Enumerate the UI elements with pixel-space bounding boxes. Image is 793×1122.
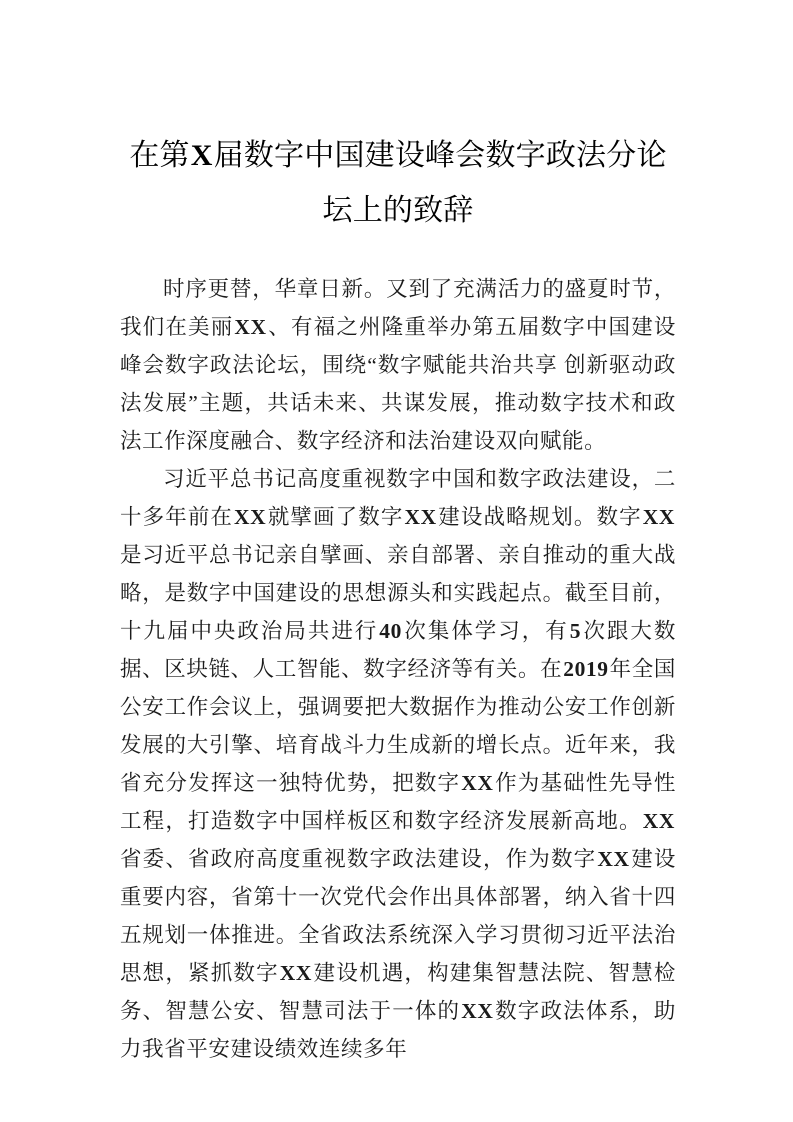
- latin-run: XX: [234, 315, 267, 339]
- latin-run: 2019: [563, 657, 609, 681]
- latin-run: XX: [642, 505, 675, 529]
- body-paragraph-2: 习近平总书记高度重视数字中国和数字政法建设，二十多年前在XX就擘画了数字XX建设战略规划。数字XX是习近平总书记亲自擘画、亲自部署、亲自推动的重大战略，是数字中国建设的思想源头和实践起点。截至目前，十九届中央政治局共进行40次集体学习，有5次跟大数据、区块链、人工智能、数字经济等有关。在2019年全国公安工作会议上，强调要把大数据作为推动公安工作创新发展的大引擎、培育战斗力生成新的增长点。近年来，我省充分发挥这一独特优势，把数字XX作为基础性先导性工程，打造数字中国样板区和数字经济发展新高地。XX省委、省政府高度重视数字政法建设，作为数字XX建设重要内容，省第十一次党代会作出具体部署，纳入省十四五规划一体推进。全省政法系统深入学习贯彻习近平法治思想，紧抓数字XX建设机遇，构建集智慧法院、智慧检务、智慧公安、智慧司法于一体的XX数字政法体系，助力我省平安建设绩效连续多年: [120, 467, 677, 1061]
- page-content-column: [120, 0, 676, 1068]
- body-paragraph-1: 时序更替，华章日新。又到了充满活力的盛夏时节，我们在美丽XX、有福之州隆重举办第五届数字中国建设峰会数字政法论坛，围绕“数字赋能共治共享 创新驱动政法发展”主题，共话未来、共谋发展，推动数字技术和政法工作深度融合、数字经济和法治建设双向赋能。: [120, 277, 676, 453]
- latin-run: XX: [279, 961, 313, 985]
- latin-run: 40: [379, 619, 402, 643]
- latin-run: XX: [234, 505, 267, 529]
- latin-run: XX: [597, 847, 630, 871]
- latin-run: XX: [461, 999, 494, 1023]
- latin-run: XX: [404, 505, 437, 529]
- latin-run: XX: [461, 771, 494, 795]
- latin-run: XX: [642, 809, 675, 833]
- latin-run: X: [190, 139, 213, 172]
- latin-run: 5: [569, 619, 582, 643]
- page-title: 在第X届数字中国建设峰会数字政法分论 坛上的致辞: [129, 139, 667, 227]
- document-body: [120, 270, 676, 1068]
